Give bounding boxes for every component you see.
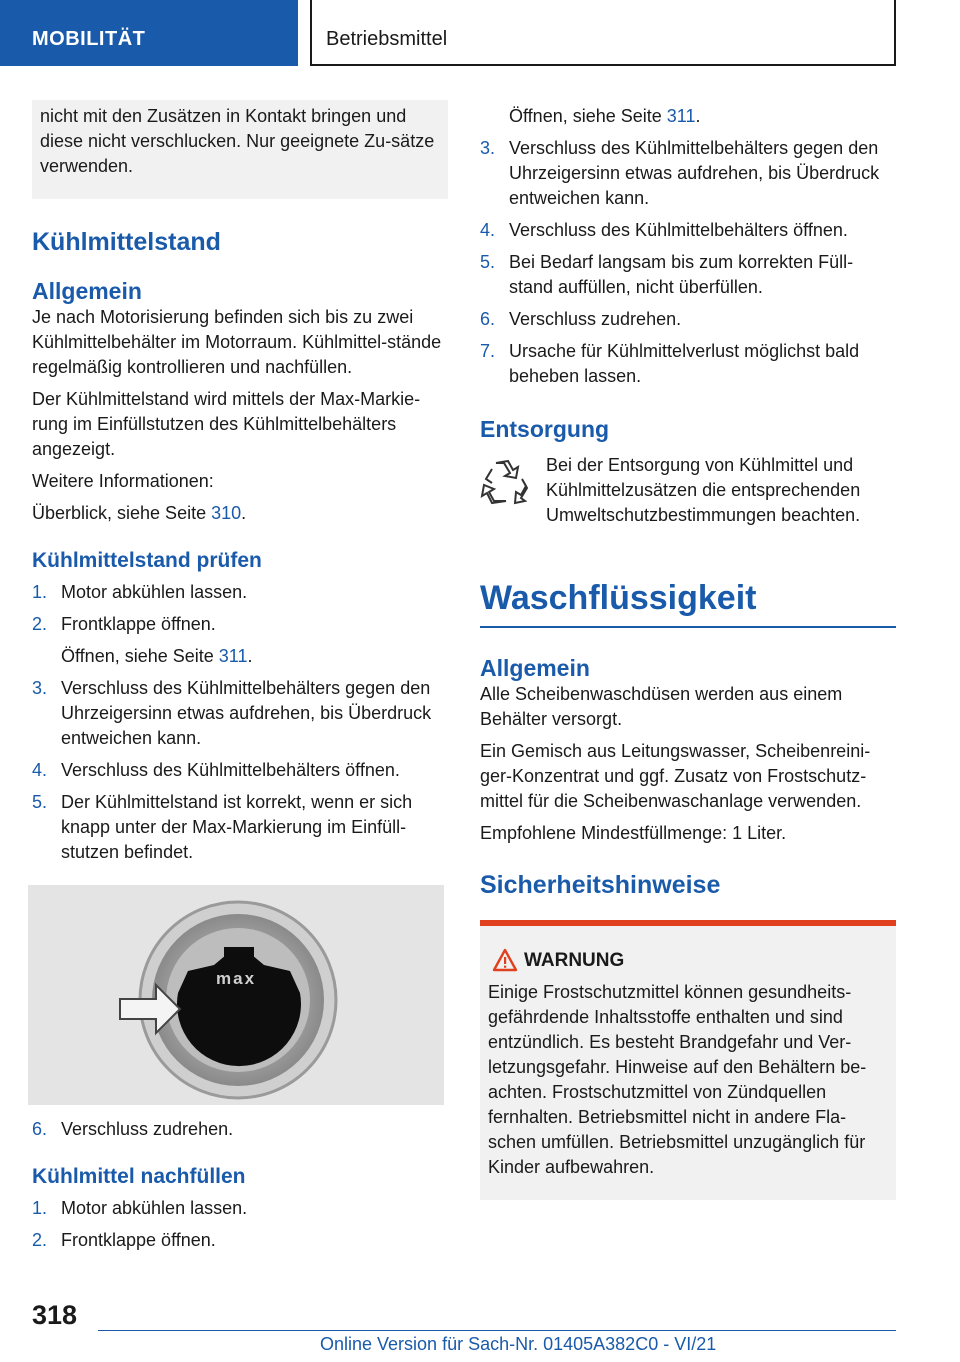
ref-end: . [247,646,253,666]
list-item [32,790,448,865]
step-text: Bei Bedarf langsam bis zum korrekten Füll-stand auffüllen, nicht überfüllen. [509,252,854,297]
step-number: 5. [480,252,496,272]
page-link-311[interactable]: 311 [218,646,248,666]
warning-triangle-icon [492,948,518,972]
step-text: Frontklappe öffnen. [61,1230,216,1250]
step-text: Ursache für Kühlmittelverlust möglichst bald beheben lassen. [509,341,860,386]
heading-rule [480,626,896,628]
paragraph: Weitere Informationen: [32,471,214,491]
step-number: 6. [32,1119,48,1139]
heading-waschfluessigkeit: Waschflüssigkeit [480,579,757,617]
note-box [32,100,448,199]
steps-nachfuellen-cont [480,136,896,389]
warning-title: WARNUNG [524,950,625,971]
step-text: Verschluss des Kühlmittelbehälters gegen den Uhrzeigersinn etwas aufdrehen, bis Überdruck entweichen kann. [61,678,432,748]
ref-text: Öffnen, siehe Seite [509,106,667,126]
step-text: Motor abkühlen lassen. [61,1198,248,1218]
list-item [32,758,448,783]
step-number: 1. [32,1198,48,1218]
steps-pruefen-cont [32,676,448,865]
heading-kuehlmittelstand: Kühlmittelstand [32,228,221,256]
note-text: nicht mit den Zusätzen in Kontakt bringen und diese nicht verschlucken. Nur geeignete Zu-sätze verwenden. [40,106,435,176]
warning-header [488,948,888,974]
paragraph: Empfohlene Mindestfüllmenge: 1 Liter. [480,823,787,843]
paragraph: Ein Gemisch aus Leitungswasser, Scheibenreini-ger-Konzentrat und ggf. Zusatz von Frostschutz-mittel für die Scheibenwaschanlage verwenden. [480,741,871,811]
step-number: 2. [32,1230,48,1250]
step-number: 7. [480,341,496,361]
page-link-310[interactable]: 310 [211,503,242,523]
steps-pruefen [32,580,448,637]
disposal-text: Bei der Entsorgung von Kühlmittel und Kühlmittelzusätzen die entsprechenden Umweltschutzbestimmungen beachten. [546,455,861,525]
heading-allgemein: Allgemein [480,655,590,681]
ref-end: . [695,106,701,126]
step-number: 3. [480,138,496,158]
paragraph: Je nach Motorisierung befinden sich bis zu zwei Kühlmittelbehälter im Motorraum. Kühlmittel-stände regelmäßig kontrollieren und nachfüllen. [32,307,442,377]
list-item [32,580,448,605]
paragraph: Alle Scheibenwaschdüsen werden aus einem Behälter versorgt. [480,684,843,729]
list-item [480,307,896,332]
list-item [480,339,896,389]
step-number: 5. [32,792,48,812]
list-item [480,136,896,211]
warning-box [480,920,896,1200]
step-text: Frontklappe öffnen. [61,614,216,634]
warning-text: Einige Frostschutzmittel können gesundheits-gefährdende Inhaltsstoffe enthalten und sind entzündlich. Es besteht Brandgefahr und Ver-letzungsgefahr. Hinweise auf den Behältern be-achten. Frostschutzmittel von Zündquellen fernhalten. Betriebsmittel nicht in andere Fla-schen umfüllen. Betriebsmittel unzugänglich für Kinder aufbewahren. [488,982,867,1177]
chapter-title: Betriebsmittel [310,0,896,66]
disposal-note [480,453,896,528]
step-number: 4. [480,220,496,240]
page-link-311[interactable]: 311 [666,106,696,126]
ref-text: Öffnen, siehe Seite [61,646,219,666]
steps-pruefen-end [32,1117,448,1142]
step-text: Verschluss zudrehen. [61,1119,234,1139]
recycling-icon [480,455,532,507]
list-item [480,218,896,243]
heading-pruefen: Kühlmittelstand prüfen [32,549,262,572]
page-number: 318 [32,1300,78,1330]
step-subtext [480,104,896,129]
footer-text: Online Version für Sach-Nr. 01405A382C0 - VI/21 [320,1334,717,1354]
ref-end: . [241,503,247,523]
footer-rule [98,1330,896,1331]
max-mark-label: max [216,969,257,988]
list-item [32,1196,448,1221]
section-tab: MOBILITÄT [0,0,298,66]
step-number: 4. [32,760,48,780]
step-text: Motor abkühlen lassen. [61,582,248,602]
list-item [480,250,896,300]
heading-allgemein: Allgemein [32,278,142,304]
step-text: Verschluss des Kühlmittelbehälters gegen den Uhrzeigersinn etwas aufdrehen, bis Überdruck entweichen kann. [509,138,880,208]
steps-nachfuellen [32,1196,448,1253]
step-text: Der Kühlmittelstand ist korrekt, wenn er sich knapp unter der Max-Markierung im Einfüll-stutzen befindet. [61,792,413,862]
step-text: Verschluss zudrehen. [509,309,682,329]
page-header [0,0,960,66]
list-item [32,1228,448,1253]
step-number: 2. [32,614,48,634]
right-column [480,100,896,1200]
list-item [32,676,448,751]
ref-text: Überblick, siehe Seite [32,503,212,523]
heading-nachfuellen: Kühlmittel nachfüllen [32,1165,246,1188]
paragraph-reference [32,501,448,526]
paragraph: Der Kühlmittelstand wird mittels der Max-Markie-rung im Einfüllstutzen des Kühlmittelbehälters angezeigt. [32,389,421,459]
step-text: Verschluss des Kühlmittelbehälters öffnen. [61,760,400,780]
left-column [32,100,448,1253]
list-item [32,1117,448,1142]
list-item [32,612,448,637]
step-number: 3. [32,678,48,698]
heading-entsorgung: Entsorgung [480,416,610,442]
step-text: Verschluss des Kühlmittelbehälters öffnen. [509,220,848,240]
step-subtext [32,644,448,669]
coolant-cap-figure [28,885,444,1105]
step-number: 6. [480,309,496,329]
heading-sicherheitshinweise: Sicherheitshinweise [480,871,721,899]
step-number: 1. [32,582,48,602]
coolant-cap-illustration [28,885,444,1105]
